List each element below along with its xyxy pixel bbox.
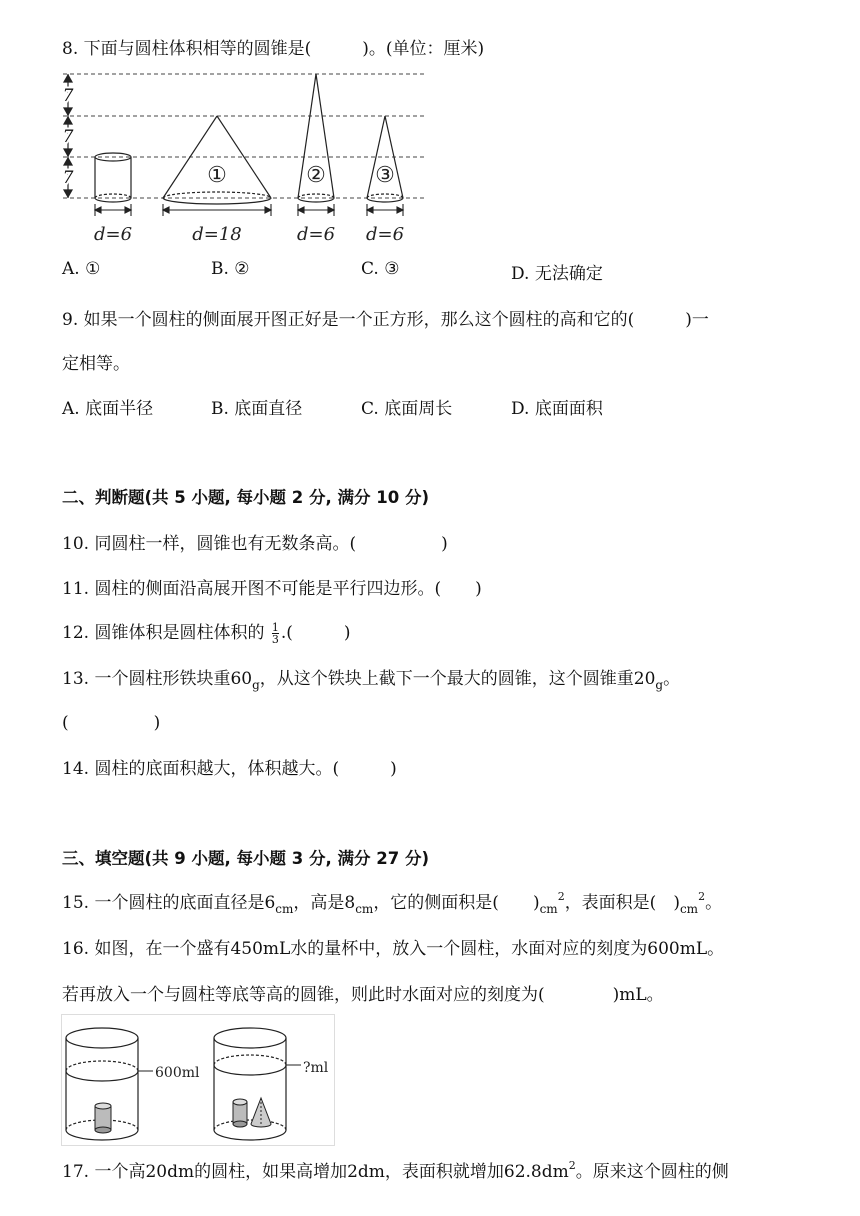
small-cylinder-2: [233, 1099, 247, 1127]
q15-unit-4: cm: [679, 902, 699, 916]
fraction-denominator: 3: [271, 633, 279, 646]
q16-line-2: 若再放入一个与圆柱等底等高的圆锥，则此时水面对应的刻度为( )mL。: [62, 985, 664, 1005]
diameter-label-cone-1: d=18: [192, 224, 242, 245]
q8-option-c[interactable]: C. ③: [361, 259, 400, 279]
beaker-1-label: 600ml: [155, 1065, 200, 1081]
small-cylinder-1: [95, 1103, 111, 1133]
q15-text: [62, 888, 722, 916]
q9-option-b[interactable]: B. 底面直径: [211, 399, 303, 419]
q17-text: [62, 1157, 729, 1182]
q17-part-b: 。原来这个圆柱的侧: [575, 1162, 729, 1182]
height-label-1: 7: [62, 86, 74, 106]
q17-exponent: 2: [568, 1159, 576, 1172]
cone-1-shape: [163, 116, 271, 204]
cylinder-shape: [95, 153, 131, 202]
cone-2-label: ②: [306, 163, 326, 188]
height-label-2: 7: [62, 127, 74, 147]
q15-part-a: 15. 一个圆柱的底面直径是6: [62, 893, 276, 913]
q17-part-a: 17. 一个高20dm的圆柱，如果高增加2dm，表面积就增加62.8dm: [62, 1162, 569, 1182]
small-cone: [251, 1098, 271, 1127]
q9-option-d[interactable]: D. 底面面积: [511, 399, 603, 419]
q13-answer-blank: ( ): [62, 713, 161, 733]
q16-figure: [61, 1014, 335, 1146]
beaker-2-label: ?ml: [303, 1060, 329, 1076]
q15-part-c: ，它的侧面积是( ): [373, 893, 540, 913]
cone-3-shape: [367, 116, 403, 202]
q8-option-d[interactable]: D. 无法确定: [511, 264, 603, 284]
q15-part-b: ，高是8: [293, 893, 356, 913]
q8-option-a[interactable]: A. ①: [62, 259, 101, 279]
q15-exponent-1: 2: [557, 890, 565, 903]
height-label-3: 7: [62, 168, 74, 188]
q13-part-b: ，从这个铁块上截下一个最大的圆锥，这个圆锥重20: [259, 669, 656, 689]
q9-line-1: 9. 如果一个圆柱的侧面展开图正好是一个正方形，那么这个圆柱的高和它的( )一: [62, 310, 709, 330]
q8-option-b[interactable]: B. ②: [211, 259, 250, 279]
q13-part-c: 。: [663, 669, 681, 689]
section-2-title: 二、判断题(共 5 小题, 每小题 2 分, 满分 10 分): [62, 488, 429, 507]
q15-part-d: ，表面积是( ): [564, 893, 680, 913]
q13-part-a: 13. 一个圆柱形铁块重60: [62, 669, 253, 689]
q13-unit-1: g: [252, 678, 260, 692]
q12-suffix: .( ): [280, 623, 351, 643]
q15-unit-3: cm: [539, 902, 558, 916]
q12-text: [62, 618, 351, 645]
q16-line-1: 16. 如图，在一个盛有450mL水的量杯中，放入一个圆柱，水面对应的刻度为600mL。: [62, 939, 725, 959]
q12-prefix: 12. 圆锥体积是圆柱体积的: [62, 623, 265, 643]
one-third-fraction: [272, 622, 279, 645]
diameter-label-cylinder: d=6: [93, 224, 133, 245]
q13-unit-2: g: [655, 678, 664, 692]
q15-part-e: 。: [705, 893, 723, 913]
q15-unit-1: cm: [275, 902, 294, 916]
q9-option-a[interactable]: A. 底面半径: [62, 399, 154, 419]
q8-figure: [55, 64, 455, 254]
q10-text: 10. 同圆柱一样，圆锥也有无数条高。( ): [62, 534, 448, 554]
diameter-label-cone-3: d=6: [365, 224, 405, 245]
cone-3-label: ③: [375, 163, 395, 188]
diameter-label-cone-2: d=6: [296, 224, 336, 245]
q13-text: [62, 664, 680, 692]
q15-unit-2: cm: [355, 902, 374, 916]
q9-line-2: 定相等。: [62, 354, 130, 374]
cone-1-label: ①: [207, 163, 227, 188]
fraction-numerator: 1: [271, 621, 279, 634]
q14-text: 14. 圆柱的底面积越大，体积越大。( ): [62, 759, 397, 779]
q11-text: 11. 圆柱的侧面沿高展开图不可能是平行四边形。( ): [62, 579, 482, 599]
q8-text: 8. 下面与圆柱体积相等的圆锥是( )。(单位：厘米): [62, 39, 485, 59]
q9-option-c[interactable]: C. 底面周长: [361, 399, 453, 419]
section-3-title: 三、填空题(共 9 小题, 每小题 3 分, 满分 27 分): [62, 849, 429, 868]
q15-exponent-2: 2: [698, 890, 706, 903]
